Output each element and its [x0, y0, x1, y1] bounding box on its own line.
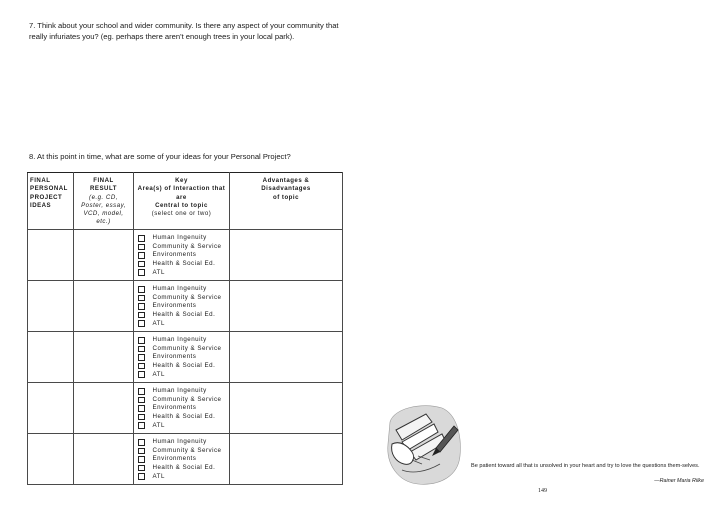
area-label: Community & Service: [152, 242, 222, 250]
area-label: Environments: [152, 302, 197, 310]
checkbox-icon[interactable]: [138, 244, 145, 251]
area-label: Community & Service: [152, 344, 222, 352]
table-row: [28, 434, 343, 485]
checkbox-icon[interactable]: [138, 286, 145, 293]
area-label: Environments: [152, 251, 197, 259]
table-row: [28, 281, 343, 332]
area-label: ATL: [152, 268, 165, 276]
checkbox-icon[interactable]: [138, 465, 145, 472]
area-option[interactable]: [138, 268, 229, 277]
header-key-area-of-interaction: Key Area(s) of Interaction that are Central to topic (select one or two): [134, 173, 230, 230]
checkbox-icon[interactable]: [138, 388, 145, 395]
header-advantages-disadvantages: Advantages & Disadvantages of topic: [230, 173, 343, 230]
area-option[interactable]: [138, 387, 229, 396]
area-label: Human Ingenuity: [152, 336, 207, 344]
result-cell[interactable]: [74, 332, 134, 383]
area-label: Health & Social Ed.: [152, 463, 216, 471]
area-label: ATL: [152, 370, 165, 378]
checkbox-icon[interactable]: [138, 371, 145, 378]
checkbox-icon[interactable]: [138, 414, 145, 421]
advantages-cell[interactable]: [230, 281, 343, 332]
area-option[interactable]: [138, 294, 229, 303]
interaction-cell: [134, 332, 230, 383]
area-label: Community & Service: [152, 446, 222, 454]
area-option[interactable]: [138, 260, 229, 269]
checkbox-icon[interactable]: [138, 261, 145, 268]
area-checkbox-list: [138, 336, 229, 379]
hand-writing-with-pen-icon: [382, 400, 462, 486]
area-label: Environments: [152, 455, 197, 463]
area-option[interactable]: [138, 455, 229, 464]
interaction-cell: [134, 281, 230, 332]
area-label: Health & Social Ed.: [152, 361, 216, 369]
area-option[interactable]: [138, 464, 229, 473]
advantages-cell[interactable]: [230, 383, 343, 434]
rilke-quote: Be patient toward all that is unsolved in your heart and try to love the questions them-selves.: [471, 463, 700, 469]
area-label: Environments: [152, 404, 197, 412]
area-option[interactable]: [138, 302, 229, 311]
result-cell[interactable]: [74, 281, 134, 332]
checkbox-icon[interactable]: [138, 363, 145, 370]
header-final-result: FINAL RESULT (e.g. CD, Poster, essay, VCD, model, etc.): [74, 173, 134, 230]
result-cell[interactable]: [74, 230, 134, 281]
area-label: Community & Service: [152, 395, 222, 403]
table-body: [28, 230, 343, 485]
area-checkbox-list: [138, 234, 229, 277]
checkbox-icon[interactable]: [138, 439, 145, 446]
area-label: Health & Social Ed.: [152, 310, 216, 318]
table-header-row: [28, 173, 343, 230]
area-checkbox-list: [138, 438, 229, 481]
project-ideas-table: [27, 172, 343, 485]
area-label: Health & Social Ed.: [152, 259, 216, 267]
area-label: Environments: [152, 353, 197, 361]
checkbox-icon[interactable]: [138, 448, 145, 455]
area-option[interactable]: [138, 421, 229, 430]
area-option[interactable]: [138, 472, 229, 481]
idea-cell[interactable]: [28, 434, 74, 485]
idea-cell[interactable]: [28, 332, 74, 383]
area-option[interactable]: [138, 404, 229, 413]
page-number: 149: [538, 488, 547, 494]
interaction-cell: [134, 383, 230, 434]
area-option[interactable]: [138, 243, 229, 252]
checkbox-icon[interactable]: [138, 252, 145, 259]
checkbox-icon[interactable]: [138, 269, 145, 276]
checkbox-icon[interactable]: [138, 354, 145, 361]
checkbox-icon[interactable]: [138, 346, 145, 353]
area-option[interactable]: [138, 438, 229, 447]
interaction-cell: [134, 230, 230, 281]
area-label: ATL: [152, 421, 165, 429]
area-label: Health & Social Ed.: [152, 412, 216, 420]
checkbox-icon[interactable]: [138, 303, 145, 310]
checkbox-icon[interactable]: [138, 405, 145, 412]
checkbox-icon[interactable]: [138, 295, 145, 302]
area-checkbox-list: [138, 387, 229, 430]
area-option[interactable]: [138, 353, 229, 362]
header-final-personal-project-ideas: FINAL PERSONAL PROJECT IDEAS: [28, 173, 74, 230]
area-label: Human Ingenuity: [152, 285, 207, 293]
area-label: Human Ingenuity: [152, 234, 207, 242]
area-option[interactable]: [138, 234, 229, 243]
checkbox-icon[interactable]: [138, 312, 145, 319]
interaction-cell: [134, 434, 230, 485]
quote-author: —Rainer Maria Rilke: [654, 478, 704, 484]
area-label: ATL: [152, 319, 165, 327]
checkbox-icon[interactable]: [138, 473, 145, 480]
advantages-cell[interactable]: [230, 434, 343, 485]
area-label: Human Ingenuity: [152, 387, 207, 395]
area-option[interactable]: [138, 396, 229, 405]
area-option[interactable]: [138, 362, 229, 371]
area-option[interactable]: [138, 413, 229, 422]
area-label: Human Ingenuity: [152, 438, 207, 446]
area-option[interactable]: [138, 345, 229, 354]
area-label: ATL: [152, 472, 165, 480]
checkbox-icon[interactable]: [138, 422, 145, 429]
area-option[interactable]: [138, 447, 229, 456]
idea-cell[interactable]: [28, 230, 74, 281]
area-option[interactable]: [138, 319, 229, 328]
area-option[interactable]: [138, 311, 229, 320]
checkbox-icon[interactable]: [138, 320, 145, 327]
advantages-cell[interactable]: [230, 230, 343, 281]
question-7-text: 7. Think about your school and wider community. Is there any aspect of your community that really infuriates you? (eg. perhaps there aren't enough trees in your local park).: [29, 21, 339, 41]
table-row: [28, 383, 343, 434]
result-cell[interactable]: [74, 383, 134, 434]
advantages-cell[interactable]: [230, 332, 343, 383]
area-option[interactable]: [138, 251, 229, 260]
question-8-text: 8. At this point in time, what are some of your ideas for your Personal Project?: [29, 152, 291, 161]
table-row: [28, 230, 343, 281]
area-option[interactable]: [138, 370, 229, 379]
area-label: Community & Service: [152, 293, 222, 301]
idea-cell[interactable]: [28, 383, 74, 434]
checkbox-icon[interactable]: [138, 235, 145, 242]
area-option[interactable]: [138, 285, 229, 294]
idea-cell[interactable]: [28, 281, 74, 332]
table-row: [28, 332, 343, 383]
checkbox-icon[interactable]: [138, 397, 145, 404]
result-cell[interactable]: [74, 434, 134, 485]
area-option[interactable]: [138, 336, 229, 345]
checkbox-icon[interactable]: [138, 337, 145, 344]
checkbox-icon[interactable]: [138, 456, 145, 463]
area-checkbox-list: [138, 285, 229, 328]
